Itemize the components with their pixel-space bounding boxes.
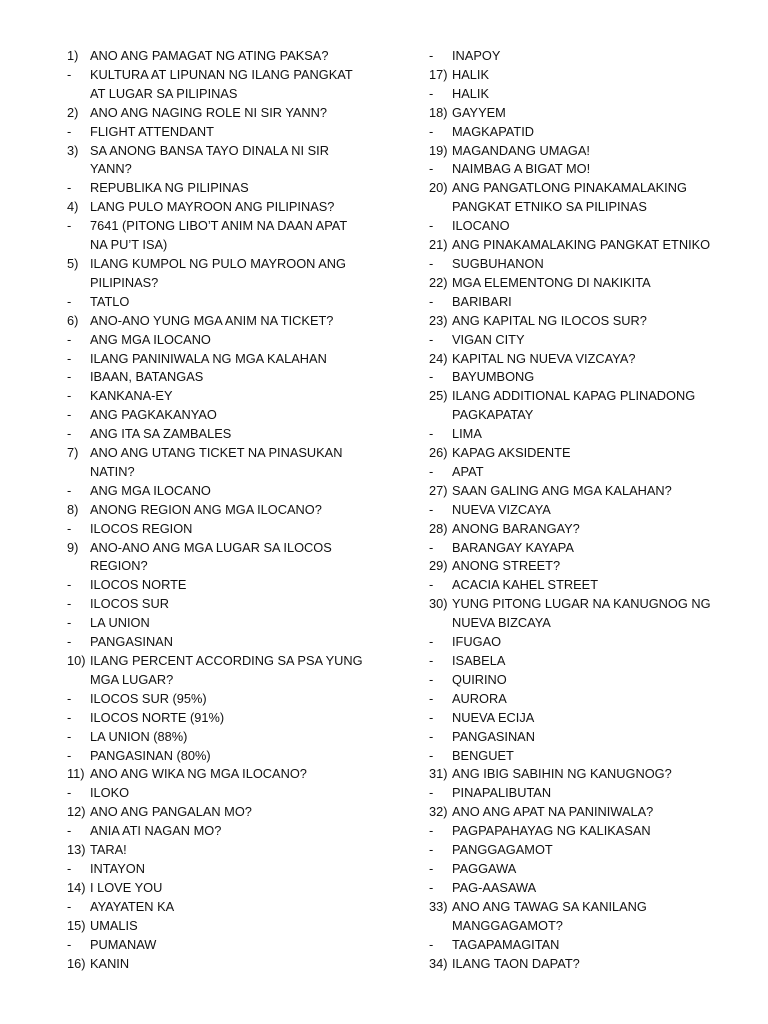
answer-text: NAIMBAG A BIGAT MO! bbox=[452, 161, 591, 177]
answer-line bbox=[67, 217, 367, 236]
answer-text: HALIK bbox=[452, 85, 489, 101]
question-number: 12) bbox=[67, 804, 86, 820]
answer-bullet: - bbox=[67, 369, 72, 385]
question-line bbox=[429, 955, 739, 974]
answer-line bbox=[429, 368, 739, 387]
answer-line bbox=[429, 160, 739, 179]
question-number: 8) bbox=[67, 501, 79, 517]
answer-bullet: - bbox=[429, 331, 434, 347]
question-number: 3) bbox=[67, 142, 79, 158]
left-column bbox=[67, 47, 367, 973]
answer-bullet: - bbox=[67, 709, 72, 725]
continuation-line bbox=[67, 236, 367, 255]
continuation-line bbox=[67, 160, 367, 179]
answer-bullet: - bbox=[67, 426, 72, 442]
question-line bbox=[429, 274, 739, 293]
answer-line bbox=[429, 652, 739, 671]
question-text: KAPAG AKSIDENTE bbox=[452, 445, 571, 461]
question-number: 29) bbox=[429, 558, 448, 574]
question-text: ILANG TAON DAPAT? bbox=[452, 955, 580, 971]
answer-line bbox=[67, 690, 367, 709]
answer-bullet: - bbox=[429, 653, 434, 668]
continuation-text: AT LUGAR SA PILIPINAS bbox=[90, 85, 238, 101]
answer-bullet: - bbox=[429, 463, 434, 479]
answer-bullet: - bbox=[429, 936, 434, 952]
answer-text: FLIGHT ATTENDANT bbox=[90, 123, 214, 139]
answer-bullet: - bbox=[429, 85, 434, 101]
answer-line bbox=[67, 747, 367, 766]
answer-bullet: - bbox=[67, 785, 72, 801]
question-text: ANG PANGATLONG PINAKAMALAKING bbox=[452, 180, 687, 196]
question-line bbox=[67, 444, 367, 463]
question-text: ANO ANG PAMAGAT NG ATING PAKSA? bbox=[90, 48, 329, 63]
answer-bullet: - bbox=[67, 388, 72, 404]
continuation-line bbox=[429, 198, 739, 217]
answer-line bbox=[67, 633, 367, 652]
answer-text: BENGUET bbox=[452, 747, 514, 763]
continuation-text: PILIPINAS? bbox=[90, 274, 159, 290]
answer-text: ANIA ATI NAGAN MO? bbox=[90, 823, 222, 839]
question-text: UMALIS bbox=[90, 917, 138, 933]
question-text: ANG KAPITAL NG ILOCOS SUR? bbox=[452, 312, 647, 328]
answer-bullet: - bbox=[67, 728, 72, 744]
answer-line bbox=[429, 936, 739, 955]
question-line bbox=[67, 104, 367, 123]
answer-text: ISABELA bbox=[452, 653, 506, 668]
question-number: 11) bbox=[67, 766, 85, 782]
question-line bbox=[429, 520, 739, 539]
answer-line bbox=[429, 784, 739, 803]
answer-line bbox=[67, 520, 367, 539]
question-text: ANO ANG NAGING ROLE NI SIR YANN? bbox=[90, 104, 328, 120]
question-line bbox=[429, 104, 739, 123]
answer-bullet: - bbox=[67, 860, 72, 876]
question-number: 24) bbox=[429, 350, 448, 366]
question-number: 28) bbox=[429, 520, 448, 536]
answer-text: ANG ITA SA ZAMBALES bbox=[90, 426, 232, 442]
answer-text: ACACIA KAHEL STREET bbox=[452, 577, 599, 593]
question-line bbox=[429, 595, 739, 614]
question-number: 2) bbox=[67, 104, 79, 120]
question-line bbox=[429, 350, 739, 369]
question-number: 21) bbox=[429, 237, 448, 253]
answer-line bbox=[429, 671, 739, 690]
answer-line bbox=[429, 576, 739, 595]
answer-bullet: - bbox=[429, 123, 434, 139]
question-text: HALIK bbox=[452, 66, 489, 82]
question-line bbox=[67, 142, 367, 161]
answer-text: ILOCANO bbox=[452, 218, 510, 234]
answer-bullet: - bbox=[429, 879, 434, 895]
question-number: 33) bbox=[429, 898, 448, 914]
question-text: I LOVE YOU bbox=[90, 879, 163, 895]
question-line bbox=[429, 898, 739, 917]
answer-bullet: - bbox=[429, 539, 434, 555]
answer-bullet: - bbox=[429, 293, 434, 309]
question-number: 9) bbox=[67, 539, 79, 555]
answer-text: NUEVA ECIJA bbox=[452, 709, 535, 725]
continuation-line bbox=[429, 614, 739, 633]
continuation-text: NA PU’T ISA) bbox=[90, 237, 168, 253]
question-line bbox=[67, 501, 367, 520]
answer-line bbox=[429, 709, 739, 728]
answer-text: ILANG PANINIWALA NG MGA KALAHAN bbox=[90, 350, 327, 366]
question-line bbox=[67, 539, 367, 558]
answer-bullet: - bbox=[429, 747, 434, 763]
question-number: 25) bbox=[429, 388, 448, 404]
question-line bbox=[67, 198, 367, 217]
question-line bbox=[429, 387, 739, 406]
answer-line bbox=[429, 747, 739, 766]
question-text: MAGANDANG UMAGA! bbox=[452, 142, 590, 158]
question-text: ANG PINAKAMALAKING PANGKAT ETNIKO bbox=[452, 237, 711, 253]
question-line bbox=[429, 312, 739, 331]
question-text: ANO ANG APAT NA PANINIWALA? bbox=[452, 804, 654, 820]
question-line bbox=[429, 142, 739, 161]
answer-line bbox=[67, 614, 367, 633]
question-text: ILANG KUMPOL NG PULO MAYROON ANG bbox=[90, 255, 346, 271]
answer-line bbox=[429, 217, 739, 236]
answer-bullet: - bbox=[429, 860, 434, 876]
question-text: YUNG PITONG LUGAR NA KANUGNOG NG bbox=[452, 596, 711, 612]
continuation-text: REGION? bbox=[90, 558, 148, 574]
answer-line bbox=[67, 728, 367, 747]
answer-text: NUEVA VIZCAYA bbox=[452, 501, 551, 517]
answer-text: PANGASINAN bbox=[90, 634, 173, 650]
answer-bullet: - bbox=[67, 634, 72, 650]
answer-line bbox=[429, 690, 739, 709]
answer-bullet: - bbox=[429, 842, 434, 858]
answer-line bbox=[67, 66, 367, 85]
question-number: 1) bbox=[67, 48, 79, 63]
continuation-line bbox=[67, 85, 367, 104]
answer-text: PANGASINAN (80%) bbox=[90, 747, 211, 763]
question-line bbox=[429, 765, 739, 784]
right-column bbox=[429, 47, 739, 973]
answer-text: APAT bbox=[452, 463, 484, 479]
question-line bbox=[67, 47, 367, 66]
answer-line bbox=[429, 822, 739, 841]
answer-text: SUGBUHANON bbox=[452, 255, 544, 271]
question-line bbox=[429, 236, 739, 255]
answer-bullet: - bbox=[429, 218, 434, 234]
question-number: 34) bbox=[429, 955, 448, 971]
question-number: 16) bbox=[67, 955, 86, 971]
answer-line bbox=[67, 425, 367, 444]
answer-line bbox=[429, 425, 739, 444]
answer-line bbox=[67, 350, 367, 369]
question-number: 6) bbox=[67, 312, 79, 328]
question-text: ANONG STREET? bbox=[452, 558, 561, 574]
question-line bbox=[67, 312, 367, 331]
answer-bullet: - bbox=[67, 596, 72, 612]
answer-line bbox=[429, 463, 739, 482]
question-number: 10) bbox=[67, 653, 86, 668]
answer-line bbox=[429, 841, 739, 860]
answer-text: MAGKAPATID bbox=[452, 123, 535, 139]
answer-bullet: - bbox=[67, 350, 72, 366]
answer-line bbox=[67, 784, 367, 803]
answer-bullet: - bbox=[67, 615, 72, 631]
answer-line bbox=[67, 898, 367, 917]
answer-bullet: - bbox=[67, 218, 72, 234]
answer-text: PAGGAWA bbox=[452, 860, 517, 876]
answer-bullet: - bbox=[67, 936, 72, 952]
answer-line bbox=[429, 47, 739, 66]
question-text: ANG IBIG SABIHIN NG KANUGNOG? bbox=[452, 766, 672, 782]
answer-text: VIGAN CITY bbox=[452, 331, 525, 347]
answer-bullet: - bbox=[67, 180, 72, 196]
answer-text: AURORA bbox=[452, 690, 507, 706]
question-text: LANG PULO MAYROON ANG PILIPINAS? bbox=[90, 199, 335, 215]
question-number: 4) bbox=[67, 199, 79, 215]
question-text: ANONG BARANGAY? bbox=[452, 520, 580, 536]
answer-bullet: - bbox=[67, 293, 72, 309]
question-text: ANO-ANO ANG MGA LUGAR SA ILOCOS bbox=[90, 539, 332, 555]
continuation-text: NATIN? bbox=[90, 463, 135, 479]
answer-line bbox=[429, 879, 739, 898]
answer-line bbox=[429, 539, 739, 558]
continuation-line bbox=[67, 274, 367, 293]
answer-line bbox=[429, 331, 739, 350]
answer-bullet: - bbox=[429, 426, 434, 442]
continuation-text: PANGKAT ETNIKO SA PILIPINAS bbox=[452, 199, 647, 215]
answer-bullet: - bbox=[67, 898, 72, 914]
continuation-text: NUEVA BIZCAYA bbox=[452, 615, 551, 631]
answer-text: PINAPALIBUTAN bbox=[452, 785, 552, 801]
answer-bullet: - bbox=[67, 823, 72, 839]
answer-line bbox=[67, 576, 367, 595]
continuation-line bbox=[429, 406, 739, 425]
answer-text: TAGAPAMAGITAN bbox=[452, 936, 560, 952]
answer-bullet: - bbox=[67, 407, 72, 423]
question-text: ANO-ANO YUNG MGA ANIM NA TICKET? bbox=[90, 312, 334, 328]
answer-line bbox=[67, 482, 367, 501]
answer-line bbox=[429, 85, 739, 104]
answer-bullet: - bbox=[429, 785, 434, 801]
answer-line bbox=[67, 406, 367, 425]
answer-text: INAPOY bbox=[452, 48, 501, 63]
question-line bbox=[67, 255, 367, 274]
question-number: 18) bbox=[429, 104, 448, 120]
question-text: ILANG ADDITIONAL KAPAG PLINADONG bbox=[452, 388, 696, 404]
answer-text: TATLO bbox=[90, 293, 130, 309]
question-number: 32) bbox=[429, 804, 448, 820]
continuation-line bbox=[429, 917, 739, 936]
continuation-text: YANN? bbox=[90, 161, 132, 177]
answer-bullet: - bbox=[67, 747, 72, 763]
answer-line bbox=[67, 860, 367, 879]
answer-text: ANG MGA ILOCANO bbox=[90, 331, 211, 347]
answer-text: ANG PAGKAKANYAO bbox=[90, 407, 217, 423]
question-number: 5) bbox=[67, 255, 79, 271]
answer-bullet: - bbox=[67, 520, 72, 536]
answer-line bbox=[67, 595, 367, 614]
answer-text: REPUBLIKA NG PILIPINAS bbox=[90, 180, 249, 196]
question-text: KANIN bbox=[90, 955, 130, 971]
answer-text: ILOCOS NORTE (91%) bbox=[90, 709, 225, 725]
question-line bbox=[429, 179, 739, 198]
question-number: 20) bbox=[429, 180, 448, 196]
answer-line bbox=[429, 501, 739, 520]
continuation-text: MGA LUGAR? bbox=[90, 671, 174, 687]
question-line bbox=[429, 444, 739, 463]
question-line bbox=[67, 652, 367, 671]
answer-text: ILOCOS REGION bbox=[90, 520, 193, 536]
question-line bbox=[67, 879, 367, 898]
continuation-text: PAGKAPATAY bbox=[452, 407, 534, 423]
question-text: ANO ANG TAWAG SA KANILANG bbox=[452, 898, 647, 914]
answer-bullet: - bbox=[429, 709, 434, 725]
answer-bullet: - bbox=[67, 690, 72, 706]
answer-text: ANG MGA ILOCANO bbox=[90, 482, 211, 498]
answer-bullet: - bbox=[67, 331, 72, 347]
question-number: 30) bbox=[429, 596, 448, 612]
question-number: 13) bbox=[67, 842, 86, 858]
answer-line bbox=[429, 255, 739, 274]
question-text: ANO ANG PANGALAN MO? bbox=[90, 804, 252, 820]
question-number: 31) bbox=[429, 766, 448, 782]
answer-line bbox=[429, 293, 739, 312]
answer-text: BARANGAY KAYAPA bbox=[452, 539, 574, 555]
answer-bullet: - bbox=[429, 501, 434, 517]
answer-text: 7641 (PITONG LIBO’T ANIM NA DAAN APAT bbox=[90, 218, 348, 234]
answer-bullet: - bbox=[67, 577, 72, 593]
question-text: SA ANONG BANSA TAYO DINALA NI SIR bbox=[90, 142, 329, 158]
answer-text: PUMANAW bbox=[90, 936, 157, 952]
answer-bullet: - bbox=[67, 66, 72, 82]
answer-line bbox=[67, 331, 367, 350]
answer-line bbox=[429, 123, 739, 142]
answer-text: IBAAN, BATANGAS bbox=[90, 369, 204, 385]
answer-line bbox=[67, 368, 367, 387]
answer-line bbox=[67, 822, 367, 841]
question-number: 27) bbox=[429, 482, 448, 498]
question-text: KAPITAL NG NUEVA VIZCAYA? bbox=[452, 350, 636, 366]
question-text: ILANG PERCENT ACCORDING SA PSA YUNG bbox=[90, 653, 363, 668]
answer-text: PAGPAPAHAYAG NG KALIKASAN bbox=[452, 823, 651, 839]
question-line bbox=[429, 557, 739, 576]
answer-bullet: - bbox=[429, 823, 434, 839]
question-line bbox=[67, 841, 367, 860]
answer-bullet: - bbox=[429, 690, 434, 706]
answer-line bbox=[429, 728, 739, 747]
answer-text: PANGGAGAMOT bbox=[452, 842, 553, 858]
continuation-line bbox=[67, 463, 367, 482]
question-text: ANONG REGION ANG MGA ILOCANO? bbox=[90, 501, 322, 517]
question-line bbox=[67, 917, 367, 936]
question-text: ANO ANG WIKA NG MGA ILOCANO? bbox=[90, 766, 307, 782]
answer-bullet: - bbox=[67, 482, 72, 498]
answer-text: PANGASINAN bbox=[452, 728, 535, 744]
answer-line bbox=[67, 387, 367, 406]
answer-text: BARIBARI bbox=[452, 293, 512, 309]
answer-text: KULTURA AT LIPUNAN NG ILANG PANGKAT bbox=[90, 66, 353, 82]
answer-bullet: - bbox=[429, 634, 434, 650]
question-number: 26) bbox=[429, 445, 448, 461]
answer-text: ILOCOS SUR bbox=[90, 596, 169, 612]
answer-text: ILOKO bbox=[90, 785, 130, 801]
question-line bbox=[67, 955, 367, 974]
answer-line bbox=[67, 123, 367, 142]
answer-text: LA UNION (88%) bbox=[90, 728, 188, 744]
answer-text: KANKANA-EY bbox=[90, 388, 173, 404]
question-line bbox=[429, 482, 739, 501]
question-number: 19) bbox=[429, 142, 448, 158]
answer-line bbox=[67, 936, 367, 955]
answer-text: IFUGAO bbox=[452, 634, 502, 650]
answer-text: ILOCOS SUR (95%) bbox=[90, 690, 207, 706]
question-number: 7) bbox=[67, 445, 79, 461]
answer-bullet: - bbox=[429, 255, 434, 271]
answer-bullet: - bbox=[429, 577, 434, 593]
answer-line bbox=[67, 709, 367, 728]
continuation-line bbox=[67, 671, 367, 690]
question-number: 14) bbox=[67, 879, 86, 895]
answer-text: ILOCOS NORTE bbox=[90, 577, 187, 593]
answer-bullet: - bbox=[429, 48, 434, 63]
answer-bullet: - bbox=[429, 728, 434, 744]
continuation-text: MANGGAGAMOT? bbox=[452, 917, 563, 933]
continuation-line bbox=[67, 557, 367, 576]
question-number: 22) bbox=[429, 274, 448, 290]
question-number: 15) bbox=[67, 917, 86, 933]
question-line bbox=[429, 66, 739, 85]
answer-line bbox=[67, 293, 367, 312]
answer-text: LIMA bbox=[452, 426, 482, 442]
question-text: ANO ANG UTANG TICKET NA PINASUKAN bbox=[90, 445, 343, 461]
question-text: MGA ELEMENTONG DI NAKIKITA bbox=[452, 274, 651, 290]
question-number: 23) bbox=[429, 312, 448, 328]
question-text: GAYYEM bbox=[452, 104, 506, 120]
question-line bbox=[67, 803, 367, 822]
answer-bullet: - bbox=[429, 671, 434, 687]
question-number: 17) bbox=[429, 66, 448, 82]
answer-bullet: - bbox=[429, 369, 434, 385]
answer-text: AYAYATEN KA bbox=[90, 898, 175, 914]
answer-bullet: - bbox=[67, 123, 72, 139]
answer-text: QUIRINO bbox=[452, 671, 507, 687]
answer-line bbox=[429, 860, 739, 879]
answer-text: BAYUMBONG bbox=[452, 369, 535, 385]
question-line bbox=[67, 765, 367, 784]
answer-line bbox=[429, 633, 739, 652]
answer-text: PAG-AASAWA bbox=[452, 879, 537, 895]
answer-text: INTAYON bbox=[90, 860, 145, 876]
question-text: SAAN GALING ANG MGA KALAHAN? bbox=[452, 482, 672, 498]
answer-line bbox=[67, 179, 367, 198]
question-text: TARA! bbox=[90, 842, 127, 858]
answer-text: LA UNION bbox=[90, 615, 150, 631]
question-line bbox=[429, 803, 739, 822]
answer-bullet: - bbox=[429, 161, 434, 177]
